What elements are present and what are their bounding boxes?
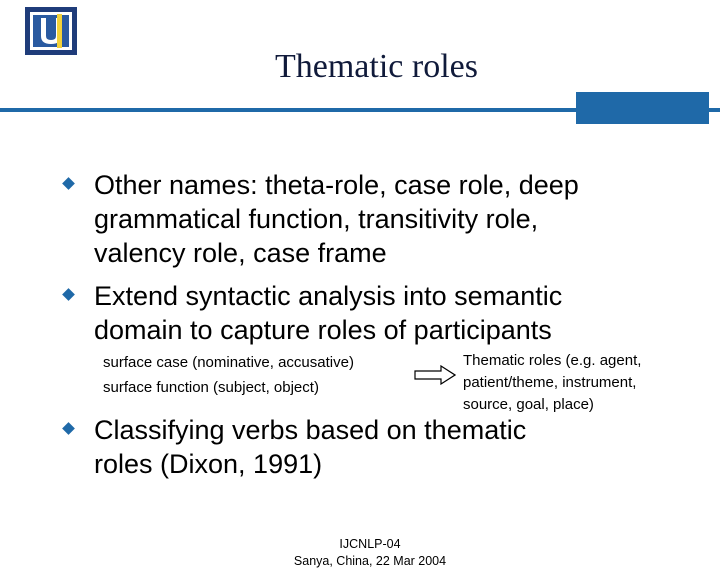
bullet-line: valency role, case frame — [94, 238, 387, 268]
surface-roles-list — [103, 350, 354, 400]
slide-footer — [270, 536, 470, 570]
diamond-bullet-icon — [62, 288, 75, 301]
thematic-roles-line: Thematic roles (e.g. agent, — [463, 352, 642, 369]
bullet-line: Classifying verbs based on thematic — [94, 415, 527, 445]
bullet-line: Extend syntactic analysis into semantic — [94, 281, 563, 311]
thematic-roles-line: source, goal, place) — [463, 396, 594, 413]
footer-conference: IJCNLP-04 — [339, 537, 401, 551]
right-arrow-icon — [414, 365, 456, 385]
divider-accent-block — [576, 92, 709, 124]
diamond-bullet-icon — [62, 422, 75, 435]
footer-location-date: Sanya, China, 22 Mar 2004 — [293, 554, 447, 568]
surface-case-line: surface case (nominative, accusative) — [103, 354, 354, 371]
surface-function-line: surface function (subject, object) — [103, 379, 319, 396]
bullet-text — [94, 279, 562, 347]
bullet-text — [94, 168, 579, 270]
diamond-bullet-icon — [62, 177, 75, 190]
bullet-line: domain to capture roles of participants — [94, 315, 552, 345]
bullet-line: Other names: theta-role, case role, deep — [94, 170, 579, 200]
thematic-roles-line: patient/theme, instrument, — [463, 374, 637, 391]
bullet-text — [94, 413, 526, 481]
bullet-line: roles (Dixon, 1991) — [94, 449, 323, 479]
slide-title: Thematic roles — [275, 48, 478, 85]
thematic-roles-list — [463, 350, 641, 416]
bullet-line: grammatical function, transitivity role, — [94, 204, 539, 234]
